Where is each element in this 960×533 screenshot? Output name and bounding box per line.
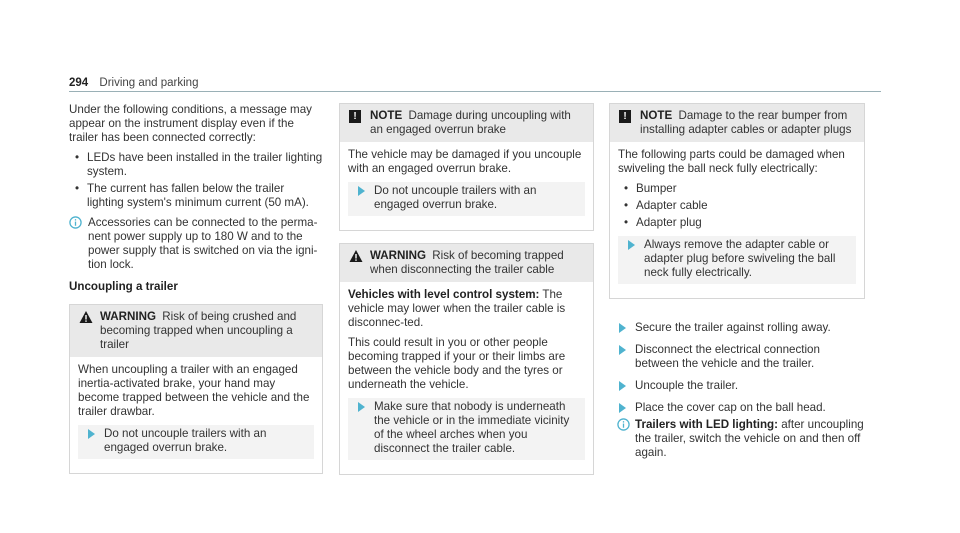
parts-list xyxy=(618,182,856,230)
list-item: • Bumper xyxy=(618,182,856,196)
step-arrow-icon xyxy=(358,186,365,196)
page-header xyxy=(69,76,198,90)
note-keyword: NOTE xyxy=(370,109,403,122)
info-icon xyxy=(69,216,82,229)
warning-title: Risk of being crushed and becoming trapped when uncoupling a trailer xyxy=(100,310,297,351)
info-note xyxy=(69,216,323,272)
note-body xyxy=(610,142,864,298)
page-number: 294 xyxy=(69,77,89,89)
action-step xyxy=(348,398,585,460)
intro-text: Under the following conditions, a message may appear on the instrument display even if the trailer has been connected correctly: xyxy=(69,103,312,144)
note-text: The vehicle may be damaged if you uncouple with an engaged overrun brake. xyxy=(348,148,582,175)
info-icon xyxy=(617,418,630,431)
step-arrow-icon xyxy=(628,240,635,250)
column-3 xyxy=(609,103,865,468)
warning-body xyxy=(340,282,593,474)
header-rule xyxy=(69,91,881,92)
note-box xyxy=(609,103,865,299)
warning-keyword: WARNING xyxy=(100,310,157,323)
step-arrow-icon xyxy=(619,381,626,391)
info-note xyxy=(609,418,865,460)
warning-title: Risk of becoming trapped when disconnecting the trailer cable xyxy=(370,249,564,276)
warning-keyword: WARNING xyxy=(370,249,427,262)
warning-body xyxy=(70,357,322,473)
section-title: Driving and parking xyxy=(99,77,199,89)
note-box xyxy=(339,103,594,231)
list-item: • The current has fallen below the trailer lighting system's minimum current (50 mA). xyxy=(69,182,323,210)
step-text: Do not uncouple trailers with an engaged overrun brake. xyxy=(104,427,267,454)
note-body xyxy=(340,142,593,230)
note-header xyxy=(340,104,593,142)
warning-header xyxy=(70,305,322,357)
note-header xyxy=(610,104,864,142)
action-step xyxy=(78,425,314,459)
warning-triangle-icon xyxy=(349,249,363,263)
step-arrow-icon xyxy=(619,345,626,355)
step-text: Uncouple the trailer. xyxy=(635,379,739,392)
action-step xyxy=(618,236,856,284)
info-text: Accessories can be connected to the perma-nent power supply up to 180 W and to the power supply that is switched on via the igni-tion lock. xyxy=(88,216,318,271)
instruction-step xyxy=(609,343,865,371)
step-arrow-icon xyxy=(88,429,95,439)
list-item: • Adapter cable xyxy=(618,199,856,213)
note-text: The following parts could be damaged when swiveling the ball neck fully electrically: xyxy=(618,148,845,175)
warning-box xyxy=(339,243,594,475)
condition-list xyxy=(69,151,323,210)
step-text: Do not uncouple trailers with an engaged overrun brake. xyxy=(374,184,537,211)
instruction-step xyxy=(609,401,865,415)
info-bold: Trailers with LED lighting: xyxy=(635,418,778,431)
warning-triangle-icon xyxy=(79,310,93,324)
warning-text: This could result in you or other people becoming trapped if your or their limbs are between the vehicle body and the tyres or underneath the vehicle. xyxy=(348,336,566,391)
lead-text: The vehicle may lower when the trailer cable is disconnec-ted. xyxy=(348,288,566,329)
note-keyword: NOTE xyxy=(640,109,673,122)
instruction-step xyxy=(609,379,865,393)
step-arrow-icon xyxy=(619,403,626,413)
note-exclamation-icon: ! xyxy=(349,110,361,123)
instruction-step xyxy=(609,321,865,335)
info-text: after uncoupling the trailer, switch the vehicle on and then off again. xyxy=(635,418,864,459)
step-text: Make sure that nobody is underneath the vehicle or in the immediate vicinity of the wheel arches when you disconnect the trailer cable. xyxy=(374,400,570,455)
note-title: Damage to the rear bumper from installing adapter cables or adapter plugs xyxy=(640,109,852,136)
list-item: • LEDs have been installed in the trailer lighting system. xyxy=(69,151,323,179)
note-exclamation-icon: ! xyxy=(619,110,631,123)
column-1 xyxy=(69,103,323,484)
step-text: Place the cover cap on the ball head. xyxy=(635,401,826,414)
step-text: Disconnect the electrical connection between the vehicle and the trailer. xyxy=(635,343,820,370)
step-text: Always remove the adapter cable or adapter plug before swiveling the ball neck fully electrically. xyxy=(644,238,836,279)
note-title: Damage during uncoupling with an engaged overrun brake xyxy=(370,109,571,136)
step-text: Secure the trailer against rolling away. xyxy=(635,321,831,334)
step-arrow-icon xyxy=(619,323,626,333)
warning-header xyxy=(340,244,593,282)
list-item: • Adapter plug xyxy=(618,216,856,230)
step-arrow-icon xyxy=(358,402,365,412)
lead-bold: Vehicles with level control system: xyxy=(348,288,540,301)
column-2 xyxy=(339,103,594,485)
warning-text: When uncoupling a trailer with an engaged inertia-activated brake, your hand may become trapped between the vehicle and the trailer drawbar. xyxy=(78,363,310,418)
warning-box xyxy=(69,304,323,474)
action-step xyxy=(348,182,585,216)
section-heading: Uncoupling a trailer xyxy=(69,280,178,293)
warning-lead xyxy=(348,288,585,330)
